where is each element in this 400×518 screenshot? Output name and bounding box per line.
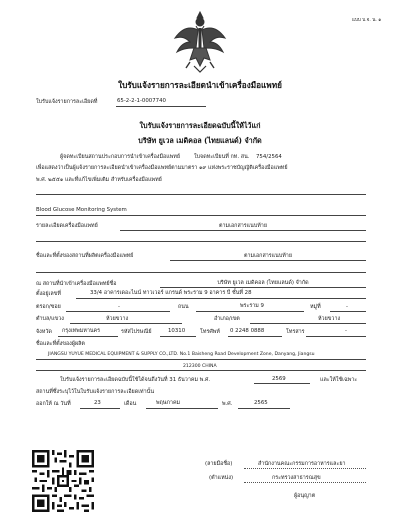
province-label: จังหวัด	[36, 329, 52, 335]
position-underline	[244, 482, 366, 483]
position-value: กระทรวงสาธารณสุข	[272, 475, 321, 481]
signature-label: (ลายมือชื่อ)	[205, 461, 233, 467]
place-value: ตามเอกสารแนบท้าย	[244, 253, 292, 259]
district-value: ห้วยขวาง	[318, 316, 341, 322]
address-label: ตั้งอยู่เลขที่	[36, 291, 61, 297]
body-line-2: เพื่อแสดงว่าเป็นผู้แจ้งรายการละเอียดนำเข้าเครื่องมือแพทย์ตามมาตรา ๑๙ แห่งพระราชบัญญัติเครื่องมือแพทย์	[36, 165, 288, 171]
detail-underline	[120, 230, 366, 231]
road-underline	[196, 311, 304, 312]
issued-month: พฤษภาคม	[156, 400, 181, 406]
detail-label: รายละเอียดเครื่องมือแพทย์	[36, 223, 98, 229]
district-label: อำเภอ/เขต	[214, 316, 240, 322]
position-label: (ตำแหน่ง)	[209, 475, 234, 481]
phone-underline	[228, 336, 282, 337]
form-code: แบบ บ.จ. น. ๑	[352, 18, 382, 23]
maker-line-1: JIANGSU YUYUE MEDICAL EQUIPMENT & SUPPLY CO.,LTD. No.1 Baisheng Road Development Zone, Danyang, Jiangsu	[48, 352, 315, 357]
moo-value: -	[346, 304, 348, 310]
maker-underline-2	[36, 370, 366, 371]
road-label: ถนน	[178, 304, 189, 310]
signature-value: สำนักงานคณะกรรมการอาหารและยา	[258, 461, 346, 467]
validity-text: ใบรับแจ้งรายการละเอียดฉบับนี้ใช้ได้จนถึงวันที่ 31 ธันวาคม พ.ศ.	[60, 377, 211, 383]
place-label: ชื่อและที่ตั้งของสถานที่ผลิตเครื่องมือแพทย์	[36, 253, 134, 259]
year-label: พ.ศ.	[222, 401, 233, 407]
reference-underline	[116, 106, 206, 107]
address-underline	[76, 298, 366, 299]
license-number: 754/2564	[256, 154, 282, 160]
importer-underline	[160, 287, 366, 288]
postcode-label: รหัสไปรษณีย์	[121, 329, 152, 335]
reference-number: 65-2-2-1-0007740	[117, 98, 166, 104]
province-underline	[58, 336, 118, 337]
license-label: ใบจดทะเบียนที่ กท. สน.	[194, 154, 250, 160]
issued-year-underline	[238, 408, 290, 409]
road-value: พระราม 9	[240, 303, 264, 309]
place-underline	[170, 260, 366, 261]
signatory-role: ผู้อนุญาต	[294, 493, 316, 499]
province-value: กรุงเทพมหานคร	[62, 328, 101, 334]
issued-month-underline	[146, 408, 218, 409]
address-value: 33/4 อาคารเดอะไนน์ ทาวเวอร์ แกรนด์ พระราม 9 อาคาร บี ชั้นที่ 28	[90, 290, 252, 296]
company-name: บริษัท ยูเวล เมดิคอล (ไทยแลนด์) จำกัด	[138, 136, 262, 145]
soi-underline	[66, 311, 170, 312]
fax-label: โทรสาร	[286, 329, 305, 335]
issued-day-underline	[80, 408, 120, 409]
validity-tail: และให้ใช้เฉพาะ	[320, 377, 358, 383]
subdistrict-underline	[70, 323, 182, 324]
phone-label: โทรศัพท์	[200, 329, 220, 335]
month-label: เดือน	[124, 401, 137, 407]
phone-value: 0 2248 0888	[230, 328, 265, 334]
issued-label: ออกให้ ณ วันที่	[36, 401, 71, 407]
divider-3	[36, 272, 366, 273]
divider-1	[36, 194, 366, 195]
maker-line-2: 212300 CHINA	[183, 364, 217, 369]
soi-label: ตรอก/ซอย	[36, 304, 61, 310]
validity-year-underline	[254, 383, 310, 384]
signature-underline	[244, 468, 366, 469]
detail-value: ตามเอกสารแนบท้าย	[219, 223, 267, 229]
qr-code-icon	[32, 450, 94, 512]
fax-underline	[306, 336, 366, 337]
reference-label: ใบรับแจ้งรายการละเอียดที่	[36, 99, 98, 105]
body-line-1: ผู้จดทะเบียนสถานประกอบการนำเข้าเครื่องมือแพทย์	[60, 154, 180, 160]
postcode-value: 10310	[168, 328, 186, 334]
issued-to-heading: ใบรับแจ้งรายการละเอียดฉบับนี้ให้ไว้แก่	[139, 121, 261, 130]
subdistrict-label: ตำบล/แขวง	[36, 316, 64, 322]
validity-year: 2569	[272, 376, 286, 382]
moo-underline	[330, 311, 366, 312]
body-line-3: พ.ศ. ๒๕๕๑ และที่แก้ไขเพิ่มเติม สำหรับเครื่องมือแพทย์	[36, 177, 162, 183]
divider-2	[36, 241, 366, 242]
district-underline	[250, 323, 366, 324]
fax-value: -	[345, 328, 347, 334]
document-title: ใบรับแจ้งรายการละเอียดนำเข้าเครื่องมือแพทย์	[118, 80, 282, 90]
device-underline	[36, 215, 366, 216]
importer-label: ณ สถานที่นำเข้าเครื่องมือแพทย์ชื่อ	[36, 281, 117, 287]
soi-value: -	[118, 304, 120, 310]
issued-day: 23	[94, 400, 101, 406]
subdistrict-value: ห้วยขวาง	[106, 316, 129, 322]
validity-line-2: สถานที่ซึ่งระบุไว้ในใบรับแจ้งรายการละเอียดเท่านั้น	[36, 389, 155, 395]
postcode-underline	[160, 336, 196, 337]
garuda-emblem-icon	[172, 8, 228, 74]
maker-label: ชื่อและที่ตั้งของผู้ผลิต	[36, 341, 85, 347]
issued-year: 2565	[254, 400, 268, 406]
maker-underline-1	[36, 359, 366, 360]
importer-value: บริษัท ยูเวล เมดิคอล (ไทยแลนด์) จำกัด	[217, 280, 309, 286]
device-name: Blood Glucose Monitoring System	[36, 207, 127, 213]
moo-label: หมู่ที่	[310, 304, 321, 310]
